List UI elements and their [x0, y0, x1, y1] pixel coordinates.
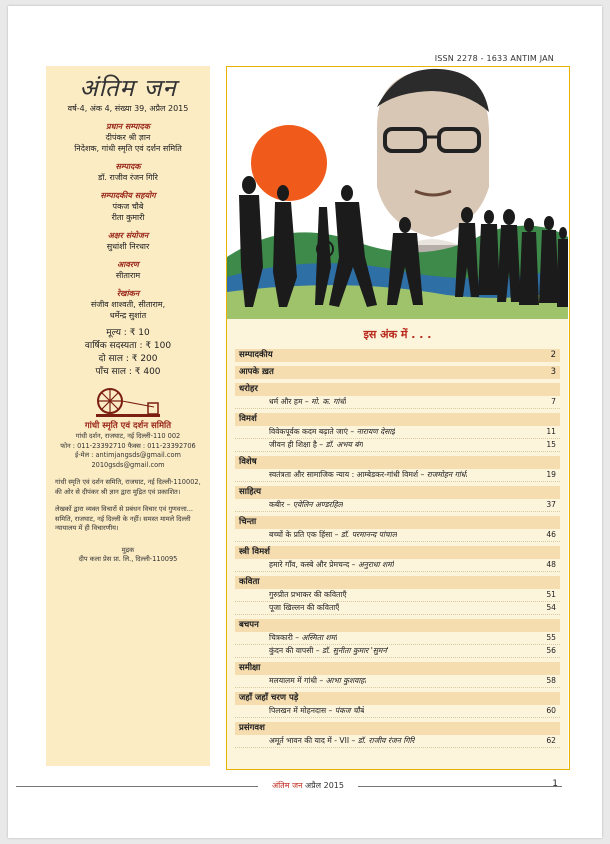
- toc-entry-title: जीवन ही शिक्षा है –: [269, 440, 324, 449]
- price-item: पाँच साल : ₹ 400: [95, 367, 161, 377]
- toc-section: [235, 413, 560, 426]
- credit-role: अक्षर संयोजन: [107, 231, 149, 240]
- toc-entry-page: 62: [546, 736, 556, 745]
- toc-entry-author: पंकज चौबे: [334, 706, 365, 715]
- editorial-credits: [46, 121, 210, 321]
- toc-entry-text: [269, 439, 363, 451]
- toc-entry-page: 54: [546, 603, 556, 612]
- toc-entry-author: एवेलिन अण्डरहिल: [292, 500, 343, 509]
- price-item: दो साल : ₹ 200: [98, 354, 158, 364]
- footer-magazine: अंतिम जन: [272, 781, 303, 790]
- address-line: ई-मेल : antimjangsds@gmail.com: [75, 451, 181, 459]
- toc-entry: [235, 735, 560, 748]
- credit-role: सम्पादकीय सहयोग: [100, 191, 156, 200]
- page: [8, 6, 602, 838]
- toc-entry-title: विवेकपूर्वक कदम बढ़ाते जाएं –: [269, 427, 355, 436]
- toc-section-page: 3: [550, 367, 556, 377]
- credit-name: सुधांशी निरधार: [106, 242, 150, 251]
- address-line: 2010gsds@gmail.com: [91, 460, 165, 469]
- toc-entry-author: डॉ. सुनीता कुमार 'सुमन': [321, 646, 389, 655]
- toc-entry-page: 11: [546, 427, 556, 436]
- magazine-logo: अंतिम जन: [79, 74, 177, 102]
- charkha-icon: [92, 387, 164, 419]
- credit-role: रेखांकन: [116, 289, 140, 298]
- toc-section-title: आपके ख़त: [239, 367, 274, 377]
- toc-section: [235, 546, 560, 559]
- toc-entry: [235, 529, 560, 542]
- toc-section: [235, 366, 560, 379]
- toc-entry-text: [269, 396, 346, 408]
- toc-section-title: स्त्री विमर्श: [239, 547, 270, 557]
- toc-entry-author: अस्मिता शर्मा: [301, 633, 338, 642]
- toc-entry-text: [269, 602, 339, 614]
- toc-section: [235, 692, 560, 705]
- footer-label: [258, 780, 358, 791]
- toc-entry-text: [269, 426, 395, 438]
- issue-line: वर्ष-4, अंक 4, संख्या 39, अप्रैल 2015: [67, 104, 189, 113]
- address-line: गांधी दर्शन, राजघाट, नई दिल्ली-110 002: [75, 432, 181, 440]
- toc-entry: [235, 705, 560, 718]
- price-item: मूल्य : ₹ 10: [106, 328, 150, 338]
- cover-artwork: [227, 67, 568, 319]
- toc-section-title: सम्पादकीय: [239, 350, 273, 360]
- credit-name: पंकज चौबे: [112, 202, 144, 211]
- toc-section-title: विशेष: [239, 457, 257, 467]
- toc-entry-title: अमूर्त भावन की याद में - VII –: [269, 736, 356, 745]
- toc-section: [235, 456, 560, 469]
- toc-entry-page: 7: [551, 397, 556, 406]
- footer-month: अप्रैल 2015: [305, 781, 344, 790]
- toc-list: [235, 345, 560, 748]
- toc-entry-title: स्वतंत्रता और सामाजिक न्याय : आम्बेडकर-गांधी विमर्श –: [269, 470, 425, 479]
- publication-notes: [46, 478, 210, 534]
- printer-info: [46, 546, 210, 565]
- toc-section-title: चिन्ता: [239, 517, 257, 527]
- toc-entry-text: [269, 705, 364, 717]
- toc-entry: [235, 602, 560, 615]
- toc-entry-page: 46: [546, 530, 556, 539]
- toc-entry: [235, 675, 560, 688]
- toc-section: [235, 576, 560, 589]
- toc-entry-author: डॉ. परमानन्द पांचाल: [340, 530, 397, 539]
- toc-section-title: प्रसंगवश: [239, 723, 265, 733]
- toc-entry-page: 51: [546, 590, 556, 599]
- toc-section: [235, 516, 560, 529]
- toc-entry-title: पिलखन में मोहनदास –: [269, 706, 333, 715]
- credit-name: सीताराम: [115, 271, 141, 280]
- sun-shape: [251, 125, 327, 201]
- credit-role: आवरण: [117, 260, 139, 269]
- toc-entry-title: धर्म और हम –: [269, 397, 309, 406]
- toc-section: [235, 383, 560, 396]
- toc-entry-text: [269, 589, 347, 601]
- toc-entry: [235, 469, 560, 482]
- credit-name: रीता कुमारी: [111, 213, 145, 222]
- toc-entry: [235, 439, 560, 452]
- toc-section: [235, 486, 560, 499]
- toc-entry-text: [269, 529, 397, 541]
- toc-entry: [235, 396, 560, 409]
- toc-section-title: विमर्श: [239, 414, 257, 424]
- toc-entry-text: [269, 499, 343, 511]
- toc-section: [235, 349, 560, 362]
- toc-section-page: 2: [550, 350, 556, 360]
- toc-entry: [235, 559, 560, 572]
- toc-entry-author: अनुराधा शर्मा: [357, 560, 394, 569]
- toc-entry-page: 19: [546, 470, 556, 479]
- toc-entry-title: गुरुप्रीत प्रभाकर की कविताएँ: [269, 590, 347, 599]
- credit-name: धर्मेन्द्र सुशांत: [109, 311, 147, 320]
- toc-entry-title: कबीर –: [269, 500, 291, 509]
- table-of-contents: [227, 319, 568, 769]
- note-paragraph: लेखकों द्वारा व्यक्त विचारों से प्रबंधन विचार एवं गुणवत्ता... समिति, राजघाट, नई दिल्ली के नहीं। समस्त मामले दिल्ली न्यायालय में ही विचारणीय।: [55, 505, 194, 532]
- toc-section: [235, 722, 560, 735]
- printer-line: मुद्रक: [121, 545, 135, 554]
- toc-entry-text: [269, 632, 337, 644]
- toc-entry: [235, 499, 560, 512]
- price-list: [46, 327, 210, 379]
- printer-line: दीप कला प्रेस प्रा. लि., दिल्ली-110095: [78, 555, 178, 563]
- toc-entry-text: [269, 469, 467, 481]
- toc-entry-title: कुंदन की वापसी –: [269, 646, 320, 655]
- toc-entry-title: पूजा खिल्लन की कविताएँ: [269, 603, 340, 612]
- address-line: फोन : 011-23392710 फैक्स : 011-23392706: [60, 441, 196, 450]
- toc-entry-page: 37: [546, 500, 556, 509]
- note-paragraph: गांधी स्मृति एवं दर्शन समिति, राजघाट, नई दिल्ली-110002, की ओर से दीपंकर श्री ज्ञान द्वारा मुद्रित एवं प्रकाशित।: [55, 478, 201, 496]
- cover-illustration: [227, 67, 568, 319]
- org-address: [46, 432, 210, 470]
- toc-section-title: समीक्षा: [239, 663, 261, 673]
- toc-section-title: जहाँ जहाँ चरण पड़े: [239, 693, 299, 703]
- toc-section-title: कविता: [239, 577, 260, 587]
- toc-entry-page: 15: [546, 440, 556, 449]
- credit-role: सम्पादक: [115, 162, 141, 171]
- toc-entry-title: बच्चों के प्रति एक हिंसा –: [269, 530, 339, 539]
- toc-entry-author: मो. क. गांधी: [311, 397, 346, 406]
- contents-panel: [226, 66, 570, 770]
- credit-name: डॉ. राजीव रंजन गिरि: [98, 173, 158, 182]
- credit-name: निदेशक, गांधी स्मृति एवं दर्शन समिति: [74, 144, 182, 153]
- toc-entry-title: चित्रकारी –: [269, 633, 300, 642]
- toc-entry-page: 58: [546, 676, 556, 685]
- price-item: वार्षिक सदस्यता : ₹ 100: [84, 341, 172, 351]
- toc-entry-title: मलयालम में गांधी –: [269, 676, 324, 685]
- toc-entry-title: हमारे गाँव, कस्बे और प्रेमचन्द –: [269, 560, 356, 569]
- toc-entry-author: डॉ. अभय बंग: [325, 440, 363, 449]
- toc-entry-text: [269, 675, 366, 687]
- toc-section-title: बचपन: [239, 620, 259, 630]
- credit-name: दीपंकर श्री ज्ञान: [105, 133, 151, 142]
- toc-section: [235, 619, 560, 632]
- issn-label: ISSN 2278 - 1633 ANTIM JAN: [434, 54, 554, 63]
- masthead-sidebar: [46, 66, 210, 766]
- toc-entry-author: राजमोहन गांधी: [426, 470, 468, 479]
- toc-entry-author: आभा कुशवाहा: [325, 676, 367, 685]
- toc-entry: [235, 426, 560, 439]
- credit-role: प्रधान सम्पादक: [106, 122, 150, 131]
- toc-entry-page: 56: [546, 646, 556, 655]
- toc-section-title: धरोहर: [239, 384, 258, 394]
- toc-entry-page: 55: [546, 633, 556, 642]
- page-number: 1: [552, 779, 558, 789]
- toc-entry-page: 60: [546, 706, 556, 715]
- toc-entry: [235, 589, 560, 602]
- toc-section-title: साहित्य: [239, 487, 262, 497]
- toc-section: [235, 662, 560, 675]
- toc-entry-text: [269, 559, 394, 571]
- toc-entry: [235, 645, 560, 658]
- toc-entry-author: डॉ. राजीव रंजन गिरि: [357, 736, 415, 745]
- toc-entry-text: [269, 735, 415, 747]
- credit-name: संजीव शाश्वती, सीताराम,: [90, 300, 166, 309]
- toc-entry: [235, 632, 560, 645]
- toc-title: इस अंक में . . .: [363, 328, 432, 341]
- toc-entry-page: 48: [546, 560, 556, 569]
- org-name: गांधी स्मृति एवं दर्शन समिति: [84, 421, 172, 431]
- toc-entry-author: नारायण देसाई: [356, 427, 396, 436]
- toc-entry-text: [269, 645, 389, 657]
